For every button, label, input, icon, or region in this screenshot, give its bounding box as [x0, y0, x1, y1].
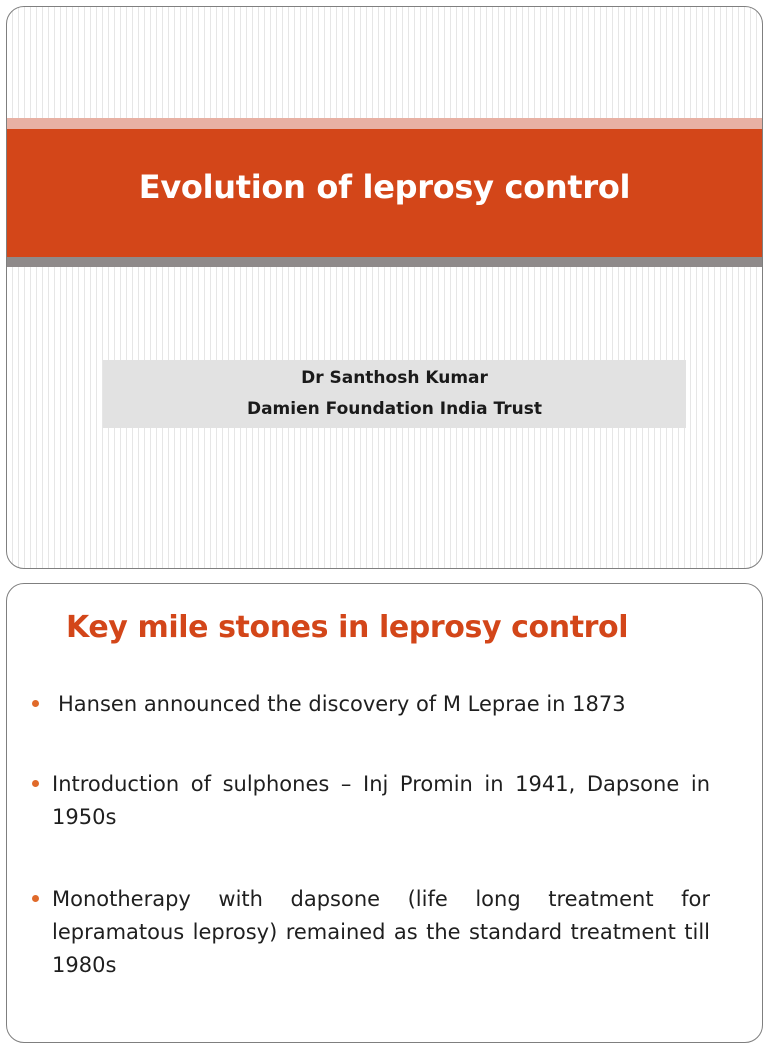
title-slide	[6, 6, 763, 569]
slide-title: Evolution of leprosy control	[138, 168, 631, 206]
subtitle-box	[103, 360, 686, 428]
bullet-text: Introduction of sulphones – Inj Promin in 1941, Dapsone in 1950s	[52, 772, 710, 829]
title-band-bottom-stripe	[7, 257, 762, 267]
slide-heading: Key mile stones in leprosy control	[66, 610, 629, 645]
author-name: Dr Santhosh Kumar	[301, 368, 488, 388]
bullet-text: Hansen announced the discovery of M Leprae in 1873	[58, 692, 626, 716]
content-slide	[6, 583, 763, 1043]
title-band	[7, 129, 762, 257]
title-band-top-stripe	[7, 118, 762, 129]
bullet-text: Monotherapy with dapsone (life long treatment for lepramatous leprosy) remained as the standard treatment till 1980s	[52, 887, 710, 977]
organization-name: Damien Foundation India Trust	[246, 399, 543, 419]
bullet-dot-icon	[32, 780, 39, 787]
bullet-dot-icon	[32, 700, 39, 707]
bullet-dot-icon	[32, 895, 39, 902]
